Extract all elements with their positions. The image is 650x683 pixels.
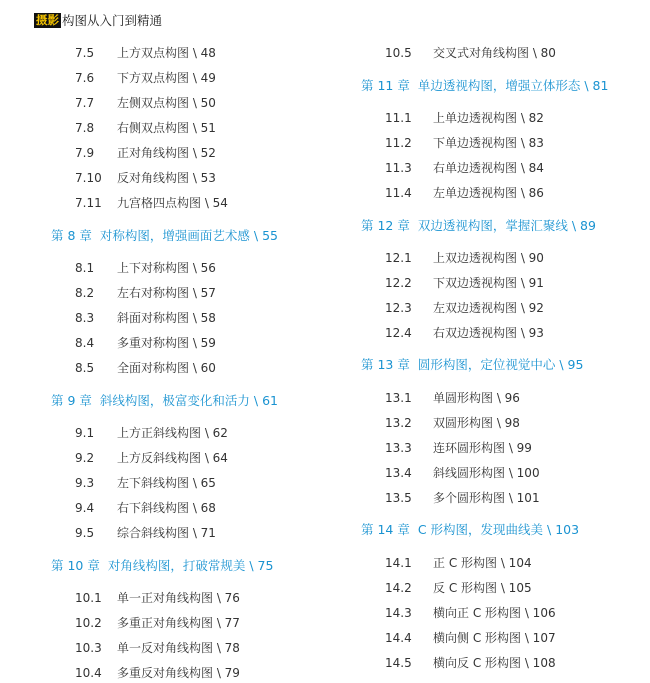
section-title: 单一正对角线构图 \ 76 xyxy=(117,591,240,605)
section-entry xyxy=(385,630,556,646)
section-entry xyxy=(385,135,544,151)
section-entry xyxy=(385,275,544,291)
section-title: 上下对称构图 \ 56 xyxy=(117,261,216,275)
section-entry xyxy=(385,655,556,671)
chapter-entry xyxy=(361,218,596,234)
section-number: 7.6 xyxy=(75,71,95,85)
section-entry xyxy=(75,450,228,466)
chapter-number: 第 13 章 xyxy=(361,357,410,372)
section-number: 13.2 xyxy=(385,416,412,430)
section-title: 双圆形构图 \ 98 xyxy=(433,416,520,430)
chapter-number: 第 9 章 xyxy=(51,393,92,408)
section-title: 横向正 C 形构图 \ 106 xyxy=(433,606,556,620)
chapter-entry xyxy=(361,78,608,94)
section-entry xyxy=(385,390,520,406)
section-entry xyxy=(75,70,216,86)
section-entry xyxy=(75,310,216,326)
section-entry xyxy=(385,185,544,201)
section-entry xyxy=(75,195,228,211)
section-title: 正对角线构图 \ 52 xyxy=(117,146,216,160)
section-number: 10.4 xyxy=(75,666,102,680)
section-entry xyxy=(75,500,216,516)
section-entry xyxy=(385,440,532,456)
section-entry xyxy=(75,590,240,606)
section-title: 多个圆形构图 \ 101 xyxy=(433,491,540,505)
section-number: 8.2 xyxy=(75,286,95,300)
section-title: 下方双点构图 \ 49 xyxy=(117,71,216,85)
section-number: 14.3 xyxy=(385,606,412,620)
section-number: 10.1 xyxy=(75,591,102,605)
chapter-number: 第 11 章 xyxy=(361,78,410,93)
section-number: 11.3 xyxy=(385,161,412,175)
section-number: 13.3 xyxy=(385,441,412,455)
section-number: 14.4 xyxy=(385,631,412,645)
section-title: 左下斜线构图 \ 65 xyxy=(117,476,216,490)
header-badge: 摄影 xyxy=(36,12,59,27)
section-number: 7.10 xyxy=(75,171,102,185)
section-title: 上方双点构图 \ 48 xyxy=(117,46,216,60)
section-title: 右单边透视构图 \ 84 xyxy=(433,161,544,175)
section-title: 左右对称构图 \ 57 xyxy=(117,286,216,300)
chapter-number: 第 12 章 xyxy=(361,218,410,233)
section-entry xyxy=(75,615,240,631)
chapter-entry xyxy=(361,522,579,538)
chapter-title: 双边透视构图，掌握汇聚线 \ 89 xyxy=(417,218,596,233)
section-title: 横向侧 C 形构图 \ 107 xyxy=(433,631,556,645)
section-entry xyxy=(75,335,216,351)
section-number: 10.5 xyxy=(385,46,412,60)
section-entry xyxy=(75,145,216,161)
chapter-number: 第 8 章 xyxy=(51,228,92,243)
section-number: 7.8 xyxy=(75,121,95,135)
section-title: 九宫格四点构图 \ 54 xyxy=(117,196,228,210)
section-title: 左单边透视构图 \ 86 xyxy=(433,186,544,200)
section-title: 上单边透视构图 \ 82 xyxy=(433,111,544,125)
section-entry xyxy=(385,160,544,176)
section-title: 下双边透视构图 \ 91 xyxy=(433,276,544,290)
section-title: 反 C 形构图 \ 105 xyxy=(433,581,532,595)
section-number: 7.11 xyxy=(75,196,102,210)
section-entry xyxy=(385,110,544,126)
section-number: 11.2 xyxy=(385,136,412,150)
section-number: 12.3 xyxy=(385,301,412,315)
section-title: 反对角线构图 \ 53 xyxy=(117,171,216,185)
section-title: 交叉式对角线构图 \ 80 xyxy=(433,46,556,60)
section-number: 8.1 xyxy=(75,261,95,275)
chapter-entry xyxy=(51,558,273,574)
chapter-title: C 形构图，发现曲线美 \ 103 xyxy=(417,522,580,537)
section-title: 多重正对角线构图 \ 77 xyxy=(117,616,240,630)
section-title: 上方反斜线构图 \ 64 xyxy=(117,451,228,465)
book-title: 构图从入门到精通 xyxy=(62,13,163,28)
section-entry xyxy=(75,425,228,441)
section-number: 11.1 xyxy=(385,111,412,125)
section-entry xyxy=(385,300,544,316)
section-entry xyxy=(385,605,556,621)
section-title: 单圆形构图 \ 96 xyxy=(433,391,520,405)
section-title: 左侧双点构图 \ 50 xyxy=(117,96,216,110)
section-number: 8.3 xyxy=(75,311,95,325)
section-entry xyxy=(75,170,216,186)
section-number: 10.2 xyxy=(75,616,102,630)
section-entry xyxy=(75,640,240,656)
section-title: 综合斜线构图 \ 71 xyxy=(117,526,216,540)
chapter-title: 斜线构图，极富变化和活力 \ 61 xyxy=(99,393,278,408)
section-title: 斜面对称构图 \ 58 xyxy=(117,311,216,325)
section-number: 9.4 xyxy=(75,501,95,515)
chapter-title: 对称构图，增强画面艺术感 \ 55 xyxy=(99,228,278,243)
section-title: 下单边透视构图 \ 83 xyxy=(433,136,544,150)
chapter-title: 对角线构图，打破常规美 \ 75 xyxy=(107,558,274,573)
section-entry xyxy=(75,475,216,491)
section-number: 14.1 xyxy=(385,556,412,570)
chapter-number: 第 10 章 xyxy=(51,558,100,573)
section-entry xyxy=(385,415,520,431)
running-header xyxy=(34,11,162,29)
chapter-number: 第 14 章 xyxy=(361,522,410,537)
section-title: 连环圆形构图 \ 99 xyxy=(433,441,532,455)
section-number: 10.3 xyxy=(75,641,102,655)
section-number: 7.5 xyxy=(75,46,95,60)
section-number: 12.1 xyxy=(385,251,412,265)
chapter-title: 圆形构图，定位视觉中心 \ 95 xyxy=(417,357,584,372)
chapter-entry xyxy=(51,393,278,409)
section-entry xyxy=(385,555,532,571)
section-title: 多重反对角线构图 \ 79 xyxy=(117,666,240,680)
section-number: 12.2 xyxy=(385,276,412,290)
section-entry xyxy=(75,525,216,541)
section-entry xyxy=(385,250,544,266)
section-number: 11.4 xyxy=(385,186,412,200)
section-title: 正 C 形构图 \ 104 xyxy=(433,556,532,570)
section-number: 8.5 xyxy=(75,361,95,375)
section-number: 14.5 xyxy=(385,656,412,670)
section-number: 13.5 xyxy=(385,491,412,505)
section-number: 7.9 xyxy=(75,146,95,160)
section-entry xyxy=(75,120,216,136)
section-entry xyxy=(75,665,240,681)
section-entry xyxy=(385,45,556,61)
section-title: 横向反 C 形构图 \ 108 xyxy=(433,656,556,670)
section-title: 斜线圆形构图 \ 100 xyxy=(433,466,540,480)
section-number: 12.4 xyxy=(385,326,412,340)
section-title: 单一反对角线构图 \ 78 xyxy=(117,641,240,655)
section-title: 右侧双点构图 \ 51 xyxy=(117,121,216,135)
section-title: 左双边透视构图 \ 92 xyxy=(433,301,544,315)
section-entry xyxy=(385,325,544,341)
section-entry xyxy=(75,285,216,301)
section-number: 9.1 xyxy=(75,426,95,440)
section-number: 13.4 xyxy=(385,466,412,480)
section-entry xyxy=(75,95,216,111)
section-title: 上方正斜线构图 \ 62 xyxy=(117,426,228,440)
chapter-entry xyxy=(361,357,583,373)
section-entry xyxy=(385,580,532,596)
section-title: 多重对称构图 \ 59 xyxy=(117,336,216,350)
section-entry xyxy=(75,45,216,61)
section-number: 14.2 xyxy=(385,581,412,595)
chapter-entry xyxy=(51,228,278,244)
chapter-title: 单边透视构图，增强立体形态 \ 81 xyxy=(417,78,609,93)
section-number: 13.1 xyxy=(385,391,412,405)
section-number: 9.3 xyxy=(75,476,95,490)
section-title: 右下斜线构图 \ 68 xyxy=(117,501,216,515)
section-entry xyxy=(75,360,216,376)
section-number: 9.5 xyxy=(75,526,95,540)
section-entry xyxy=(75,260,216,276)
section-title: 右双边透视构图 \ 93 xyxy=(433,326,544,340)
section-entry xyxy=(385,465,540,481)
section-number: 8.4 xyxy=(75,336,95,350)
section-number: 9.2 xyxy=(75,451,95,465)
section-number: 7.7 xyxy=(75,96,95,110)
section-title: 上双边透视构图 \ 90 xyxy=(433,251,544,265)
section-title: 全面对称构图 \ 60 xyxy=(117,361,216,375)
section-entry xyxy=(385,490,540,506)
